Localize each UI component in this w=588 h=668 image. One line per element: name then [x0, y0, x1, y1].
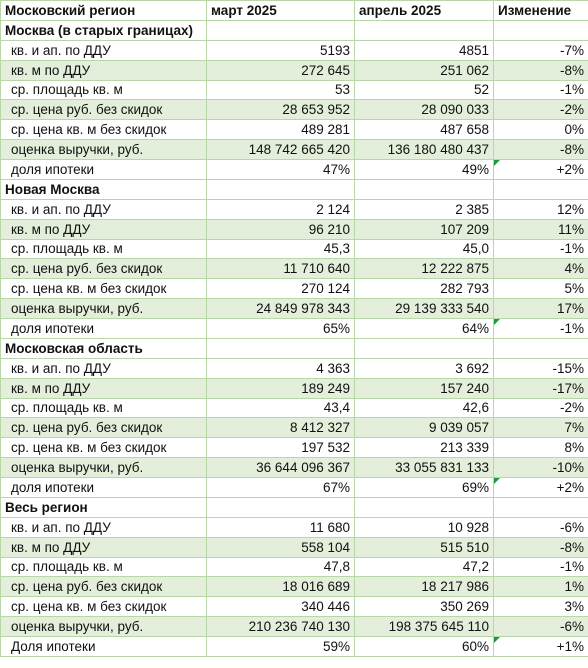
table-row	[1, 597, 588, 617]
value-april: 69%	[355, 478, 494, 498]
table-row	[1, 199, 588, 219]
value-change: 4%	[494, 259, 588, 279]
value-march: 65%	[207, 319, 355, 339]
table-row	[1, 517, 588, 537]
value-change: 7%	[494, 418, 588, 438]
section-title: Москва (в старых границах)	[1, 20, 207, 40]
value-march: 53	[207, 80, 355, 100]
value-change: -7%	[494, 40, 588, 60]
row-label: кв. м по ДДУ	[1, 537, 207, 557]
row-label: оценка выручки, руб.	[1, 299, 207, 319]
row-label: ср. площадь кв. м	[1, 80, 207, 100]
table-row	[1, 80, 588, 100]
value-change: 3%	[494, 597, 588, 617]
value-change: -17%	[494, 378, 588, 398]
value-march: 340 446	[207, 597, 355, 617]
value-april: 282 793	[355, 279, 494, 299]
value-march: 96 210	[207, 219, 355, 239]
table-row	[1, 617, 588, 637]
header-march: март 2025	[207, 1, 355, 21]
value-change: 12%	[494, 199, 588, 219]
section-header-row	[1, 179, 588, 199]
section-title: Весь регион	[1, 497, 207, 517]
value-april: 33 055 831 133	[355, 458, 494, 478]
section-title: Новая Москва	[1, 179, 207, 199]
value-april: 251 062	[355, 60, 494, 80]
header-region: Московский регион	[1, 1, 207, 21]
value-april: 60%	[355, 637, 494, 657]
table-row	[1, 577, 588, 597]
value-march: 47%	[207, 160, 355, 180]
row-label: ср. цена руб. без скидок	[1, 418, 207, 438]
row-label: доля ипотеки	[1, 478, 207, 498]
section-title: Московская область	[1, 338, 207, 358]
section-empty-cell	[494, 338, 588, 358]
row-label: кв. и ап. по ДДУ	[1, 517, 207, 537]
value-march: 210 236 740 130	[207, 617, 355, 637]
table-row	[1, 140, 588, 160]
value-april: 29 139 333 540	[355, 299, 494, 319]
row-label: ср. цена руб. без скидок	[1, 577, 207, 597]
value-april: 157 240	[355, 378, 494, 398]
value-march: 59%	[207, 637, 355, 657]
value-april: 4851	[355, 40, 494, 60]
row-label: доля ипотеки	[1, 319, 207, 339]
value-april: 64%	[355, 319, 494, 339]
value-april: 47,2	[355, 557, 494, 577]
table-row	[1, 40, 588, 60]
table-row	[1, 637, 588, 657]
row-label: ср. цена кв. м без скидок	[1, 120, 207, 140]
value-april: 10 928	[355, 517, 494, 537]
value-change: 8%	[494, 438, 588, 458]
section-empty-cell	[207, 497, 355, 517]
value-march: 43,4	[207, 398, 355, 418]
table-row	[1, 279, 588, 299]
section-header-row	[1, 338, 588, 358]
table-row	[1, 100, 588, 120]
value-march: 489 281	[207, 120, 355, 140]
row-label: ср. цена кв. м без скидок	[1, 438, 207, 458]
value-april: 42,6	[355, 398, 494, 418]
section-header-row	[1, 20, 588, 40]
value-april: 350 269	[355, 597, 494, 617]
value-change: -15%	[494, 358, 588, 378]
row-label: ср. цена кв. м без скидок	[1, 279, 207, 299]
value-march: 270 124	[207, 279, 355, 299]
value-april: 107 209	[355, 219, 494, 239]
value-march: 28 653 952	[207, 100, 355, 120]
section-empty-cell	[207, 338, 355, 358]
row-label: ср. цена руб. без скидок	[1, 100, 207, 120]
value-april: 45,0	[355, 239, 494, 259]
value-march: 148 742 665 420	[207, 140, 355, 160]
value-april: 49%	[355, 160, 494, 180]
value-change: 5%	[494, 279, 588, 299]
value-april: 18 217 986	[355, 577, 494, 597]
value-april: 2 385	[355, 199, 494, 219]
value-march: 5193	[207, 40, 355, 60]
section-header-row	[1, 497, 588, 517]
section-empty-cell	[355, 497, 494, 517]
section-empty-cell	[355, 179, 494, 199]
value-march: 24 849 978 343	[207, 299, 355, 319]
value-change: -8%	[494, 140, 588, 160]
row-label: оценка выручки, руб.	[1, 458, 207, 478]
section-empty-cell	[494, 20, 588, 40]
value-april: 28 090 033	[355, 100, 494, 120]
table-row	[1, 358, 588, 378]
value-change: -6%	[494, 617, 588, 637]
section-empty-cell	[355, 20, 494, 40]
value-change: -8%	[494, 60, 588, 80]
table-row	[1, 458, 588, 478]
row-label: кв. м по ДДУ	[1, 378, 207, 398]
value-change: 1%	[494, 577, 588, 597]
value-march: 272 645	[207, 60, 355, 80]
value-march: 36 644 096 367	[207, 458, 355, 478]
value-change: +2%	[494, 160, 588, 180]
header-row	[1, 1, 588, 21]
table-row	[1, 378, 588, 398]
value-march: 8 412 327	[207, 418, 355, 438]
value-change: -1%	[494, 239, 588, 259]
table-row	[1, 438, 588, 458]
row-label: кв. м по ДДУ	[1, 219, 207, 239]
value-march: 18 016 689	[207, 577, 355, 597]
value-change: 11%	[494, 219, 588, 239]
value-march: 11 680	[207, 517, 355, 537]
value-april: 9 039 057	[355, 418, 494, 438]
value-change: 17%	[494, 299, 588, 319]
value-change: +2%	[494, 478, 588, 498]
value-change: +1%	[494, 637, 588, 657]
value-march: 189 249	[207, 378, 355, 398]
table-row	[1, 398, 588, 418]
row-label: кв. м по ДДУ	[1, 60, 207, 80]
value-change: -1%	[494, 80, 588, 100]
row-label: кв. и ап. по ДДУ	[1, 199, 207, 219]
value-march: 47,8	[207, 557, 355, 577]
value-april: 3 692	[355, 358, 494, 378]
table-row	[1, 478, 588, 498]
row-label: ср. цена руб. без скидок	[1, 259, 207, 279]
value-april: 515 510	[355, 537, 494, 557]
table-row	[1, 537, 588, 557]
table-row	[1, 418, 588, 438]
table-row	[1, 219, 588, 239]
header-change: Изменение	[494, 1, 588, 21]
section-empty-cell	[207, 20, 355, 40]
value-change: -10%	[494, 458, 588, 478]
row-label: ср. площадь кв. м	[1, 398, 207, 418]
row-label: оценка выручки, руб.	[1, 140, 207, 160]
value-march: 4 363	[207, 358, 355, 378]
value-change: 0%	[494, 120, 588, 140]
value-change: -1%	[494, 319, 588, 339]
value-change: -1%	[494, 557, 588, 577]
table-row	[1, 299, 588, 319]
value-april: 487 658	[355, 120, 494, 140]
value-march: 11 710 640	[207, 259, 355, 279]
value-april: 213 339	[355, 438, 494, 458]
value-april: 136 180 480 437	[355, 140, 494, 160]
row-label: кв. и ап. по ДДУ	[1, 358, 207, 378]
table-row	[1, 557, 588, 577]
table-row	[1, 239, 588, 259]
value-march: 45,3	[207, 239, 355, 259]
section-empty-cell	[494, 497, 588, 517]
table-row	[1, 60, 588, 80]
row-label: ср. площадь кв. м	[1, 557, 207, 577]
value-march: 558 104	[207, 537, 355, 557]
value-april: 198 375 645 110	[355, 617, 494, 637]
value-change: -2%	[494, 100, 588, 120]
row-label: ср. площадь кв. м	[1, 239, 207, 259]
row-label: доля ипотеки	[1, 160, 207, 180]
value-april: 52	[355, 80, 494, 100]
section-empty-cell	[494, 179, 588, 199]
table-row	[1, 319, 588, 339]
value-march: 2 124	[207, 199, 355, 219]
table-row	[1, 120, 588, 140]
header-april: апрель 2025	[355, 1, 494, 21]
row-label: Доля ипотеки	[1, 637, 207, 657]
value-april: 12 222 875	[355, 259, 494, 279]
value-change: -6%	[494, 517, 588, 537]
row-label: ср. цена кв. м без скидок	[1, 597, 207, 617]
value-march: 197 532	[207, 438, 355, 458]
value-change: -2%	[494, 398, 588, 418]
table-row	[1, 259, 588, 279]
section-empty-cell	[355, 338, 494, 358]
row-label: оценка выручки, руб.	[1, 617, 207, 637]
section-empty-cell	[207, 179, 355, 199]
row-label: кв. и ап. по ДДУ	[1, 40, 207, 60]
table-row	[1, 160, 588, 180]
value-march: 67%	[207, 478, 355, 498]
value-change: -8%	[494, 537, 588, 557]
